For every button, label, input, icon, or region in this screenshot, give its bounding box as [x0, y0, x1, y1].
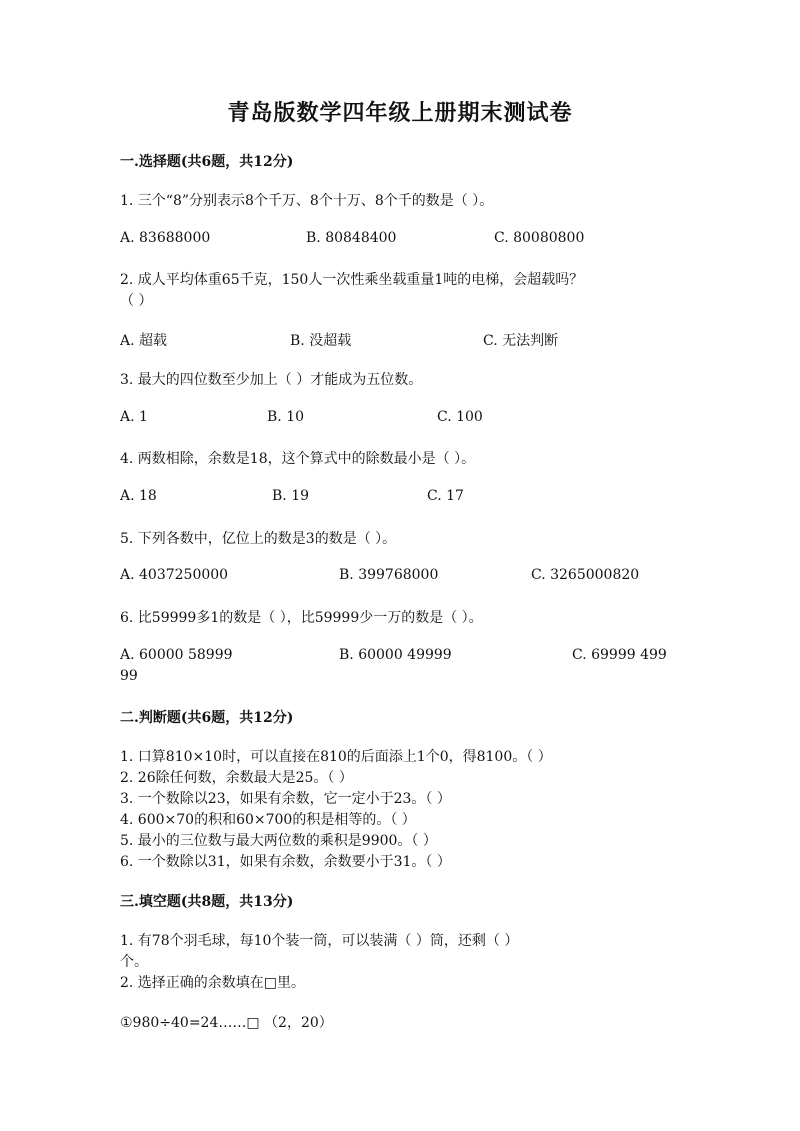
option-c: C. 69999 499: [572, 647, 667, 663]
judgement-item: 1. 口算810×10时，可以直接在810的后面添上1个0，得8100。（ ）: [120, 749, 552, 765]
option-c-wrap: 99: [120, 668, 138, 684]
option-b: B. 80848400: [306, 230, 397, 246]
option-c: C. 100: [437, 409, 483, 425]
judgement-item: 5. 最小的三位数与最大两位数的乘积是9900。（ ）: [120, 833, 437, 849]
option-c: C. 17: [427, 488, 464, 504]
fill-question-wrap: 个。: [120, 954, 148, 970]
option-b: B. 19: [272, 488, 310, 504]
option-a: A. 4037250000: [120, 567, 229, 583]
option-a: A. 83688000: [120, 230, 211, 246]
question-answer-blank: （ ）: [120, 293, 153, 309]
page-title: 青岛版数学四年级上册期末测试卷: [227, 100, 573, 126]
judgement-item: 3. 一个数除以23，如果有余数，它一定小于23。（ ）: [120, 791, 451, 807]
option-c: C. 80080800: [494, 230, 585, 246]
question-text: 4. 两数相除，余数是18，这个算式中的除数最小是（ ）。: [120, 451, 476, 467]
option-c: C. 无法判断: [483, 333, 559, 349]
section-heading-judgement: 二.判断题(共6题，共12分): [120, 710, 294, 726]
option-a: A. 超载: [120, 333, 168, 349]
fill-question-item: ①980÷40=24……□ （2，20）: [120, 1015, 333, 1031]
option-a: A. 18: [120, 488, 157, 504]
question-text: 3. 最大的四位数至少加上（ ）才能成为五位数。: [120, 372, 423, 388]
option-b: B. 399768000: [339, 567, 439, 583]
judgement-item: 4. 600×70的积和60×700的积是相等的。（ ）: [120, 812, 416, 828]
option-b: B. 10: [267, 409, 305, 425]
judgement-item: 2. 26除任何数，余数最大是25。（ ）: [120, 770, 353, 786]
fill-question-text: 1. 有78个羽毛球，每10个装一筒，可以装满（ ）筒，还剩（ ）: [120, 933, 519, 949]
question-text: 2. 成人平均体重65千克，150人一次性乘坐载重量1吨的电梯，会超载吗？: [120, 272, 584, 288]
section-heading-fill-blank: 三.填空题(共8题，共13分): [120, 894, 294, 910]
question-text: 6. 比59999多1的数是（ ），比59999少一万的数是（ ）。: [120, 610, 483, 626]
option-a: A. 60000 58999: [120, 647, 233, 663]
option-a: A. 1: [120, 409, 148, 425]
question-text: 5. 下列各数中，亿位上的数是3的数是（ ）。: [120, 531, 397, 547]
section-heading-choice: 一.选择题(共6题，共12分): [120, 154, 294, 170]
question-text: 1. 三个“8”分别表示8个千万、8个十万、8个千的数是（ ）。: [120, 193, 494, 209]
option-b: B. 没超载: [290, 333, 352, 349]
fill-question-text: 2. 选择正确的余数填在□里。: [120, 975, 306, 991]
option-b: B. 60000 49999: [339, 647, 452, 663]
judgement-item: 6. 一个数除以31，如果有余数，余数要小于31。（ ）: [120, 854, 451, 870]
option-c: C. 3265000820: [531, 567, 640, 583]
